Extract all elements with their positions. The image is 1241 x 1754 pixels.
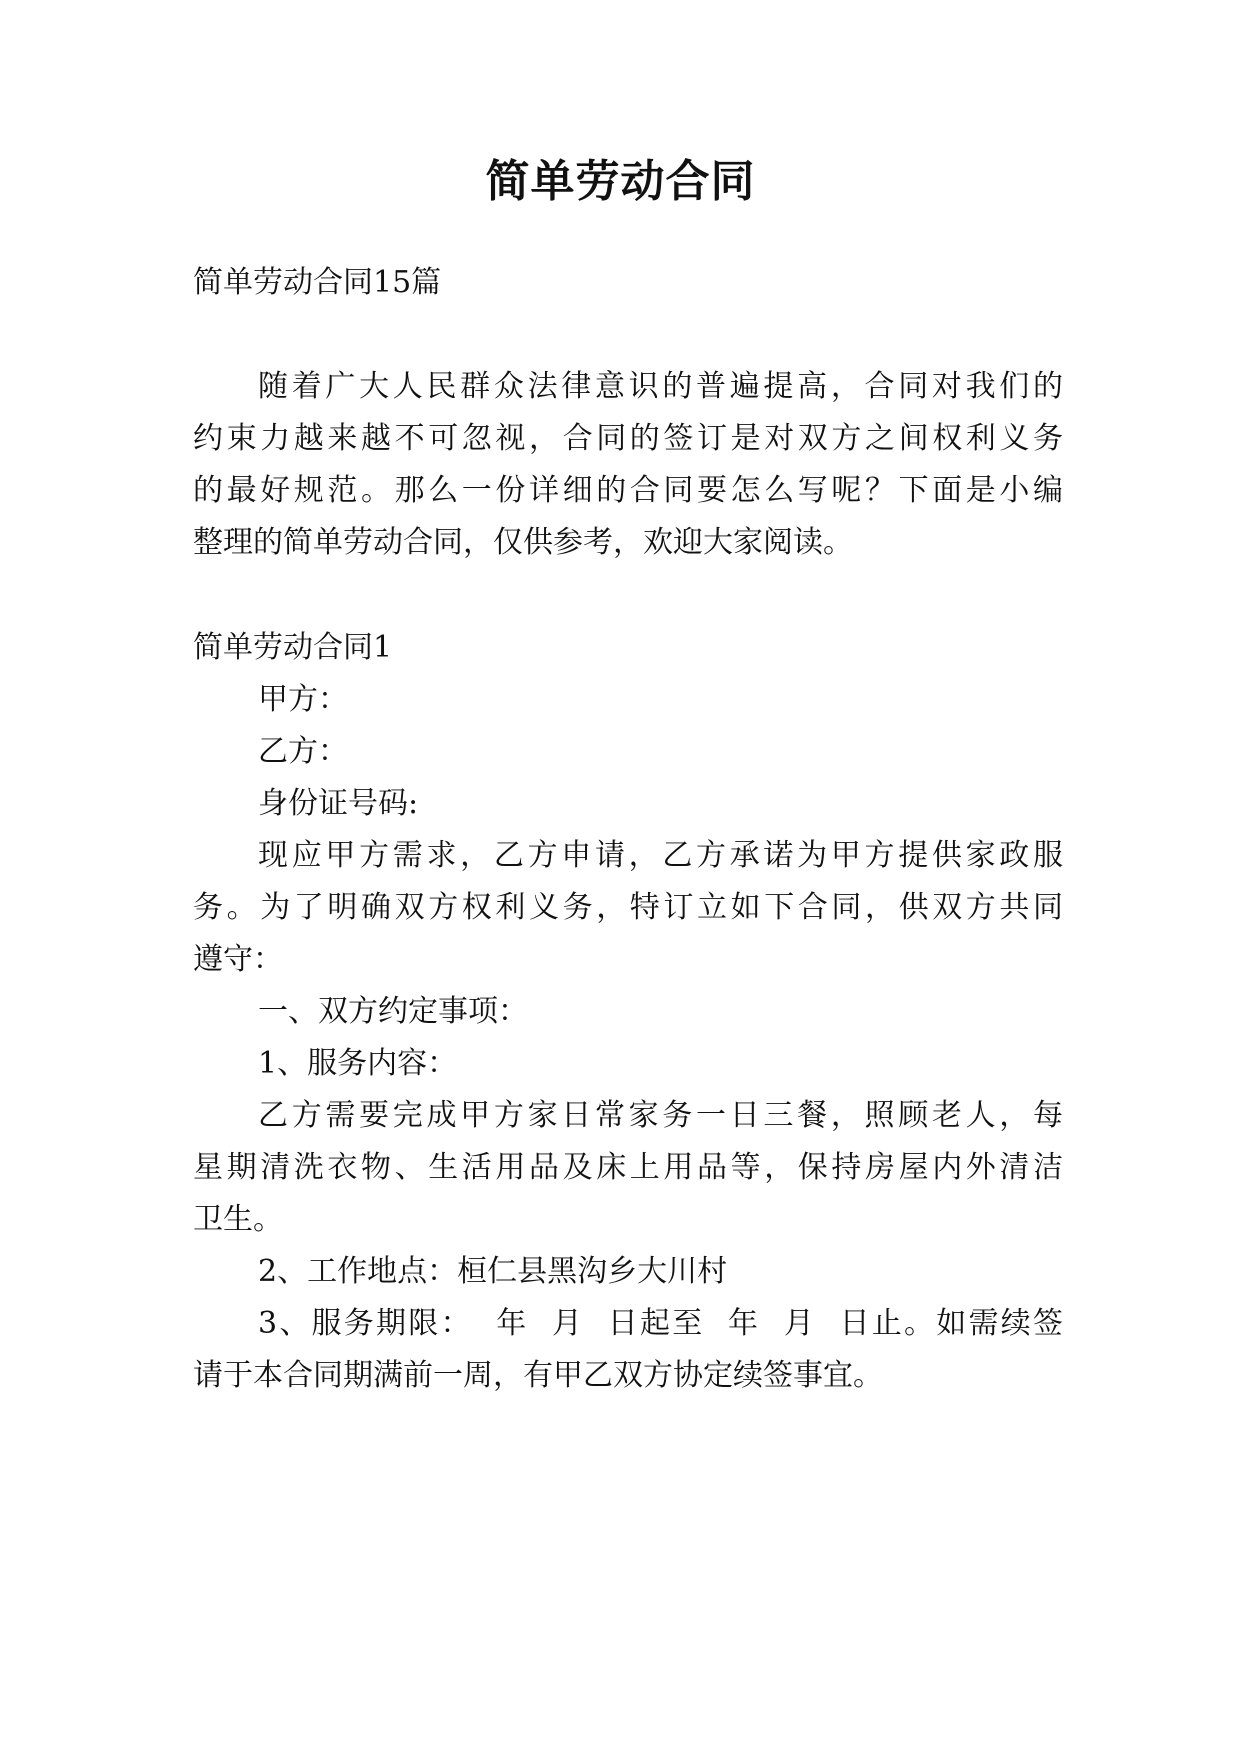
clause-heading: 一、双方约定事项：: [258, 994, 528, 1029]
preamble-line-3: 遵守：: [193, 942, 283, 977]
item1-line-2: 星期清洗衣物、生活用品及床上用品等，保持房屋内外清洁: [193, 1150, 1063, 1185]
document-subtitle: 简单劳动合同15篇: [193, 265, 442, 300]
item3-line-1: 3、服务期限： 年 月 日起至 年 月 日止。如需续签: [258, 1306, 1063, 1341]
intro-line-4: 整理的简单劳动合同，仅供参考，欢迎大家阅读。: [193, 525, 853, 560]
item1-heading: 1、服务内容：: [258, 1046, 458, 1081]
item1-line-1: 乙方需要完成甲方家日常家务一日三餐，照顾老人，每: [258, 1098, 1063, 1133]
item3-line-2: 请于本合同期满前一周，有甲乙双方协定续签事宜。: [193, 1358, 883, 1393]
section-heading: 简单劳动合同1: [193, 630, 393, 665]
id-number-label: 身份证号码:: [258, 786, 419, 821]
intro-line-2: 约束力越来越不可忽视，合同的签订是对双方之间权利义务: [193, 421, 1063, 456]
preamble-line-1: 现应甲方需求，乙方申请，乙方承诺为甲方提供家政服: [258, 838, 1063, 873]
item2-line: 2、工作地点：桓仁县黑沟乡大川村: [258, 1254, 728, 1289]
preamble-line-2: 务。为了明确双方权利义务，特订立如下合同，供双方共同: [193, 890, 1063, 925]
intro-line-1: 随着广大人民群众法律意识的普遍提高，合同对我们的: [258, 369, 1063, 404]
party-a-label: 甲方：: [258, 682, 348, 717]
intro-line-3: 的最好规范。那么一份详细的合同要怎么写呢？下面是小编: [193, 473, 1063, 508]
party-b-label: 乙方：: [258, 734, 348, 769]
document-title: 简单劳动合同: [485, 156, 756, 207]
item1-line-3: 卫生。: [193, 1202, 283, 1237]
